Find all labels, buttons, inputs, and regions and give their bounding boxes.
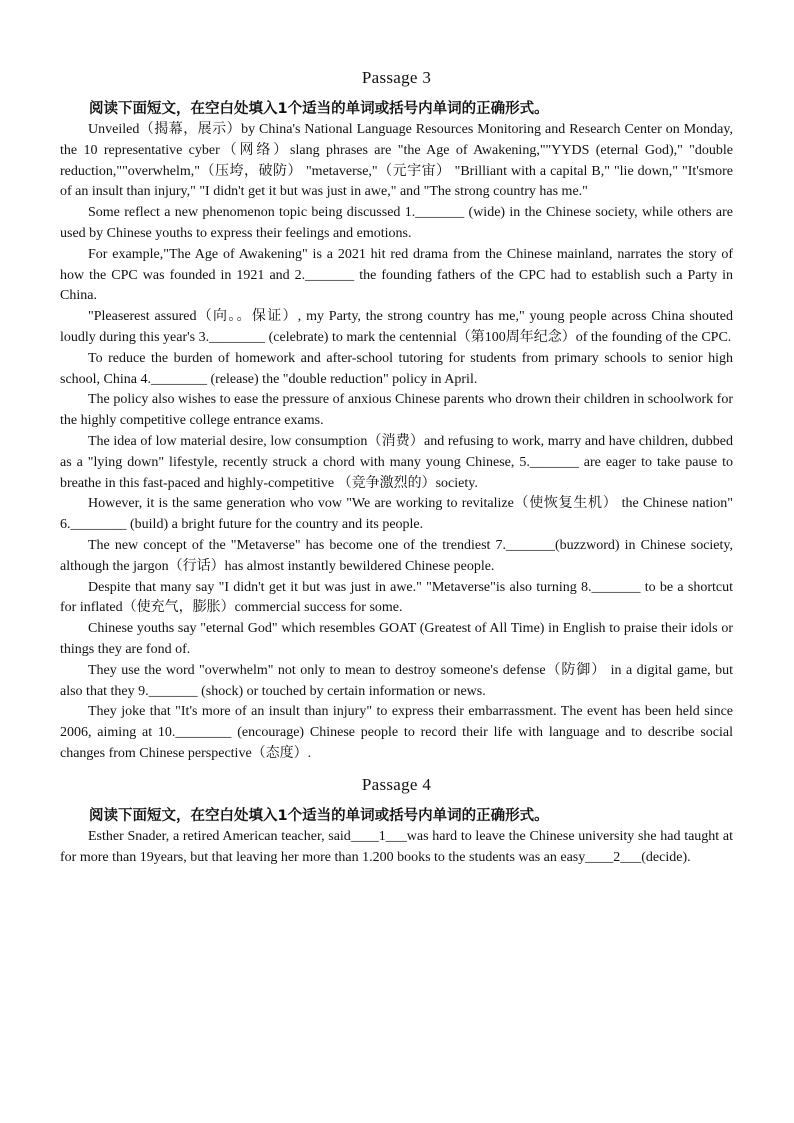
document-page	[60, 66, 733, 868]
passage-4-paragraph-1: Esther Snader, a retired American teacher, said____1___was hard to leave the Chinese university she had taught at for more than 19years, but that leaving her more than 1.200 books to the students was an easy____2___(decide).	[60, 828, 733, 865]
passage-3-paragraph-6: The policy also wishes to ease the pressure of anxious Chinese parents who drown their children in schoolwork for the highly competitive college entrance exams.	[60, 392, 733, 429]
passage-4-title: Passage 4	[361, 774, 432, 794]
passage-3-paragraph-7: The idea of low material desire, low consumption（消费）and refusing to work, marry and have children, dubbed as a "lying down" lifestyle, recently struck a chord with many young Chinese, 5._______ are eager to take pause to breathe in this fast-paced and highly-competitive （竞争激烈的）society.	[60, 433, 733, 491]
passage-3-instruction: 阅读下面短文，在空白处填入1个适当的单词或括号内单词的正确形式。	[89, 101, 549, 117]
passage-3-title: Passage 3	[361, 68, 432, 87]
passage-3-paragraph-3: For example,"The Age of Awakening" is a 2021 hit red drama from the Chinese mainland, narrates the story of how the CPC was founded in 1921 and 2._______ the founding fathers of the CPC had to establish such a Party in China.	[60, 246, 733, 304]
passage-3-paragraph-10: Despite that many say "I didn't get it but was just in awe." "Metaverse"is also turning 8._______ to be a shortcut for inflated（使充气，膨胀）commercial success for some.	[60, 579, 733, 616]
passage-3-paragraph-1: Unveiled（揭幕，展示）by China's National Language Resources Monitoring and Research Center on Monday, the 10 representative cyber（网络）slang phrases are "the Age of Awakening,""YYDS (eternal God)," "double reduction,""overwhelm,"（压垮，破防） "metaverse,"（元宇宙） "Brilliant with a capital B," "lie down," "It'smore of an insult than injury," "I didn't get it but was just in awe," and "The strong country has me."	[60, 122, 733, 200]
passage-3-paragraph-11: Chinese youths say "eternal God" which resembles GOAT (Greatest of All Time) in English to praise their idols or things they are fond of.	[60, 621, 733, 657]
passage-3-paragraph-8: However, it is the same generation who vow "We are working to revitalize（使恢复生机） the Chinese nation" 6.________ (build) a bright future for the country and its people.	[60, 496, 733, 533]
passage-3-paragraph-2: Some reflect a new phenomenon topic being discussed 1._______ (wide) in the Chinese society, while others are used by Chinese youths to express their feelings and emotions.	[60, 205, 733, 241]
passage-4-instruction: 阅读下面短文，在空白处填入1个适当的单词或括号内单词的正确形式。	[89, 807, 549, 824]
passage-3-paragraph-12: They use the word "overwhelm" not only to mean to destroy someone's defense（防御） in a digital game, but also that they 9._______ (shock) or touched by certain information or news.	[60, 662, 733, 699]
passage-3-paragraph-5: To reduce the burden of homework and after-school tutoring for students from primary schools to senior high school, China 4.________ (release) the "double reduction" policy in April.	[60, 350, 733, 387]
passage-3-paragraph-13: They joke that "It's more of an insult than injury" to express their embarrassment. The event has been held since 2006, aiming at 10.________ (encourage) Chinese people to record their life with language and to describe social changes from Chinese perspective（态度）.	[60, 704, 733, 761]
passage-3-paragraph-9: The new concept of the "Metaverse" has become one of the trendiest 7._______(buzzword) in Chinese society, although the jargon（行话）has almost instantly bewildered Chinese people.	[60, 537, 733, 574]
passage-3-paragraph-4: "Pleaserest assured（向。。保证）, my Party, the strong country has me," young people across China shouted loudly during this year's 3.________ (celebrate) to mark the centennial（第100周年纪念）of the founding of the CPC.	[60, 309, 733, 345]
